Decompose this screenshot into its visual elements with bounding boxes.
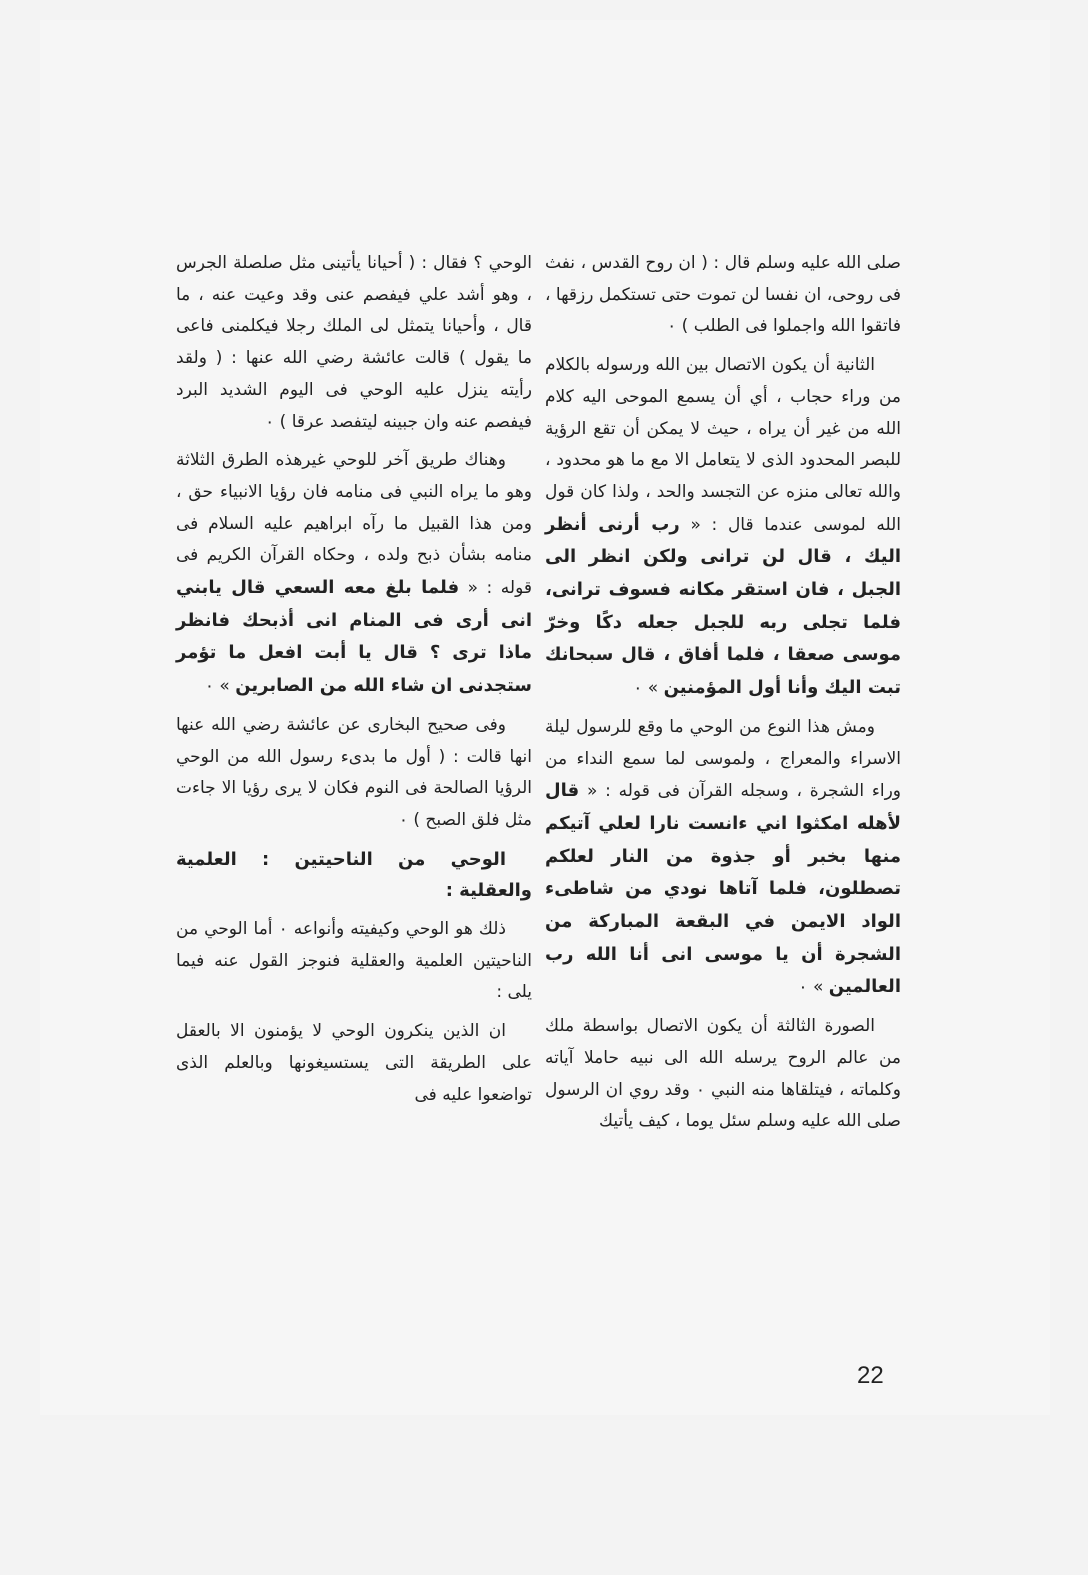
paragraph-text: وهناك طريق آخر للوحي غيرهذه الطرق الثلاثة وهو ما يراه النبي فى منامه فان رؤيا الانبياء حق ، ومن هذا القبيل ما رآه ابراهيم عليه السلام فى منامه بشأن ذبح ولده ، وحكاه القرآن الكريم فى قوله : «	[176, 450, 533, 599]
paragraph: صلى الله عليه وسلم قال : ( ان روح القدس ، نفث فى روحى، ان نفسا لن تموت حتى تستكمل رزقها ، فاتقوا الله واجملوا فى الطلب ) ٠	[545, 253, 901, 337]
paragraph	[176, 445, 532, 703]
quote-close: » ٠	[798, 977, 824, 998]
paragraph: ان الذين ينكرون الوحي لا يؤمنون الا بالعقل على الطريقة التى يستسيغونها وبالعلم الذى تواضعوا عليه فى	[176, 1021, 532, 1105]
quran-quote: قال لأهله امكثوا اني ءانست نارا لعلي آتيكم منها بخبر أو جذوة من النار لعلكم تصطلون، فلما آتاها نودي من شاطىء الواد الايمن في البقعة المباركة من الشجرة أن يا موسى انى أنا الله رب العالمين	[545, 780, 901, 998]
paragraph	[545, 350, 901, 705]
paragraph-text: الثانية أن يكون الاتصال بين الله ورسوله بالكلام من وراء حجاب ، أي أن يسمع الموحى اليه كلام الله من غير أن يراه ، حيث لا يمكن أن تقع الرؤية للبصر المحدود الذى لا يتعامل الا مع ما هو محدود ، والله تعالى منزه عن التجسد والحد ، ولذا كان قول الله لموسى عندما قال : «	[545, 355, 902, 535]
paragraph	[545, 712, 901, 1004]
paragraph: الوحي ؟ فقال : ( أحيانا يأتينى مثل صلصلة الجرس ، وهو أشد علي فيفصم عنى وقد وعيت عنه ، ما قال ، وأحيانا يتمثل لى الملك رجلا فيكلمنى فاعى ما يقول ) قالت عائشة رضي الله عنها : ( ولقد رأيته ينزل عليه الوحي فى اليوم الشديد البرد فيفصم عنه وان جبينه ليتفصد عرقا ) ٠	[176, 253, 532, 432]
quran-quote: فلما بلغ معه السعي قال يابني انى أرى فى المنام انى أذبحك فانظر ماذا ترى ؟ قال يا أبت افعل ما تؤمر ستجدنى ان شاء الله من الصابرين	[176, 577, 532, 697]
paragraph: ذلك هو الوحي وكيفيته وأنواعه ٠ أما الوحي من الناحيتين العلمية والعقلية فنوجز القول عنه فيما يلى :	[176, 919, 532, 1003]
page-number: 22	[857, 1362, 884, 1389]
paragraph: الصورة الثالثة أن يكون الاتصال بواسطة ملك من عالم الروح يرسله الله الى نبيه حاملا آياته وكلماته ، فيتلقاها منه النبي ٠ وقد روي ان الرسول صلى الله عليه وسلم سئل يوما ، كيف يأتيك	[545, 1016, 901, 1132]
quote-close: » ٠	[633, 678, 659, 699]
left-column	[176, 248, 532, 1118]
paragraph-text: ومش هذا النوع من الوحي ما وقع للرسول ليلة الاسراء والمعراج ، ولموسى لما سمع النداء من وراء الشجرة ، وسجله القرآن فى قوله : «	[545, 716, 901, 802]
quran-quote: رب أرنى أنظر اليك ، قال لن ترانى ولكن انظر الى الجبل ، فان استقر مكانه فسوف ترانى، فلما تجلى ربه للجبل جعله دكًا وخرّ موسى صعقا ، فلما أفاق ، قال سبحانك تبت اليك وأنا أول المؤمنين	[545, 513, 901, 699]
quote-close: » ٠	[204, 676, 230, 697]
right-column	[545, 248, 901, 1145]
section-heading: الوحي من الناحيتين : العلمية والعقلية :	[176, 848, 532, 902]
paragraph: وفى صحيح البخارى عن عائشة رضي الله عنها انها قالت : ( أول ما بدىء رسول الله من الوحي الرؤيا الصالحة فى النوم فكان لا يرى رؤيا الا جاءت مثل فلق الصبح ) ٠	[176, 714, 532, 830]
